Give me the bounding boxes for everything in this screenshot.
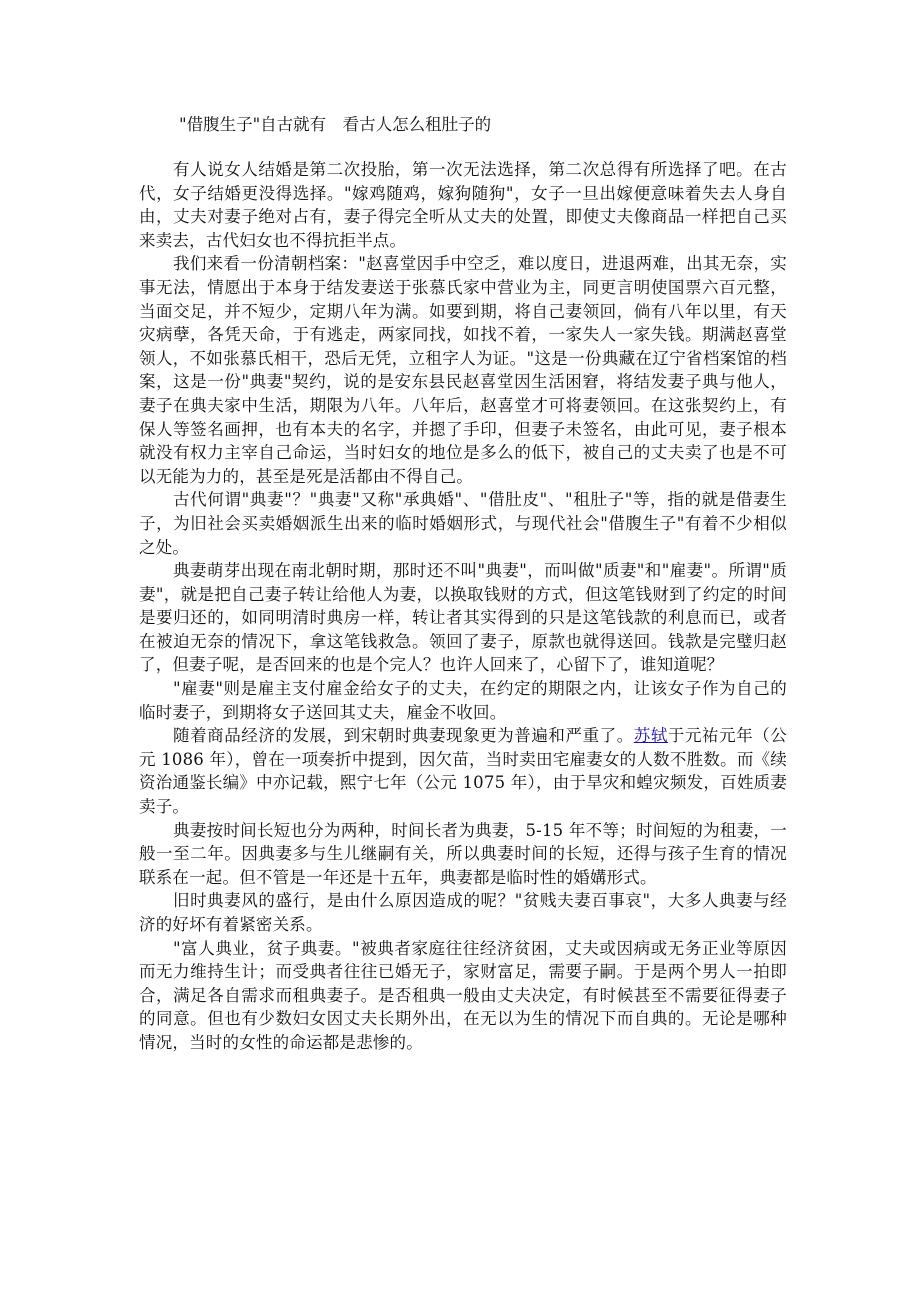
paragraph-3: 古代何谓"典妻"？"典妻"又称"承典婚"、"借肚皮"、"租肚子"等，指的就是借妻生子，为旧社会买卖婚姻派生出来的临时婚姻形式，与现代社会"借腹生子"有着不少相似之处。 xyxy=(139,490,787,557)
su-shi-link[interactable]: 苏轼 xyxy=(633,726,668,746)
paragraph-7: 典妻按时间长短也分为两种，时间长者为典妻，5-15 年不等；时间短的为租妻，一般一至二年。因典妻多与生儿继嗣有关，所以典妻时间的长短，还得与孩子生育的情况联系在一起。但不管是一年还是十五年，典妻都是临时性的婚媾形式。 xyxy=(139,820,787,887)
paragraph-5: "雇妻"则是雇主支付雇金给女子的丈夫，在约定的期限之内，让该女子作为自己的临时妻子，到期将女子送回其丈夫，雇金不收回。 xyxy=(139,679,787,722)
paragraph-6-lead: 随着商品经济的发展，到宋朝时典妻现象更为普遍和严重了。 xyxy=(173,726,634,746)
paragraph-8: 旧时典妻风的盛行，是由什么原因造成的呢？"贫贱夫妻百事哀"，大多人典妻与经济的好坏有着紧密关系。 xyxy=(139,891,787,934)
paragraph-6-rest: 于元祐元年（公元 1086 年），曾在一项奏折中提到，因欠苗，当时卖田宅雇妻女的人数不胜数。而《续资治通鉴长编》中亦记载，熙宁七年（公元 1075 年），由于旱灾和蝗灾频发，百姓质妻卖子。 xyxy=(139,726,787,817)
paragraph-1: 有人说女人结婚是第二次投胎，第一次无法选择，第二次总得有所选择了吧。在古代，女子结婚更没得选择。"嫁鸡随鸡，嫁狗随狗"，女子一旦出嫁便意味着失去人身自由，丈夫对妻子绝对占有，妻子得完全听从丈夫的处置，即使丈夫像商品一样把自己买来卖去，古代妇女也不得抗拒半点。 xyxy=(139,160,787,250)
document-page xyxy=(139,112,787,1055)
article-title: "借腹生子"自古就有 看古人怎么租肚子的 xyxy=(179,115,492,134)
paragraph-9: "富人典业，贫子典妻。"被典者家庭往往经济贫困，丈夫或因病或无务正业等原因而无力维持生计；而受典者往往已婚无子，家财富足，需要子嗣。于是两个男人一拍即合，满足各自需求而租典妻子。是否租典一般由丈夫决定，有时候甚至不需要征得妻子的同意。但也有少数妇女因丈夫长期外出，在无以为生的情况下而自典的。无论是哪种情况，当时的女性的命运都是悲惨的。 xyxy=(139,938,787,1052)
paragraph-6 xyxy=(139,724,787,818)
paragraph-2: 我们来看一份清朝档案："赵喜堂因手中空乏，难以度日，进退两难，出其无奈，实事无法，情愿出于本身于结发妻送于张慕氏家中营业为主，同更言明使国票六百元整，当面交足，并不短少，定期八年为满。如要到期，将自己妻领回，倘有八年以里，有天灾病孽，各凭天命，于有逃走，两家同找，如找不着，一家失人一家失钱。期满赵喜堂领人，不如张慕氏相干，恐后无凭，立租字人为证。"这是一份典藏在辽宁省档案馆的档案，这是一份"典妻"契约，说的是安东县民赵喜堂因生活困窘，将结发妻子典与他人，妻子在典夫家中生活，期限为八年。八年后，赵喜堂才可将妻领回。在这张契约上，有保人等签名画押，也有本夫的名字，并摁了手印，但妻子未签名，由此可见，妻子根本就没有权力主宰自己命运，当时妇女的地位是多么的低下，被自己的丈夫卖了也是不可以无能为力的，甚至是死是活都由不得自己。 xyxy=(139,254,787,486)
paragraph-4: 典妻萌芽出现在南北朝时期，那时还不叫"典妻"，而叫做"质妻"和"雇妻"。所谓"质妻"，就是把自己妻子转让给他人为妻，以换取钱财的方式，但这笔钱财到了约定的时间是要归还的，如同明清时典房一样，转让者其实得到的只是这笔钱款的利息而已，或者在被迫无奈的情况下，拿这笔钱救急。领回了妻子，原款也就得送回。钱款是完璧归赵了，但妻子呢，是否回来的也是个完人？也许人回来了，心留下了，谁知道呢？ xyxy=(139,561,787,675)
